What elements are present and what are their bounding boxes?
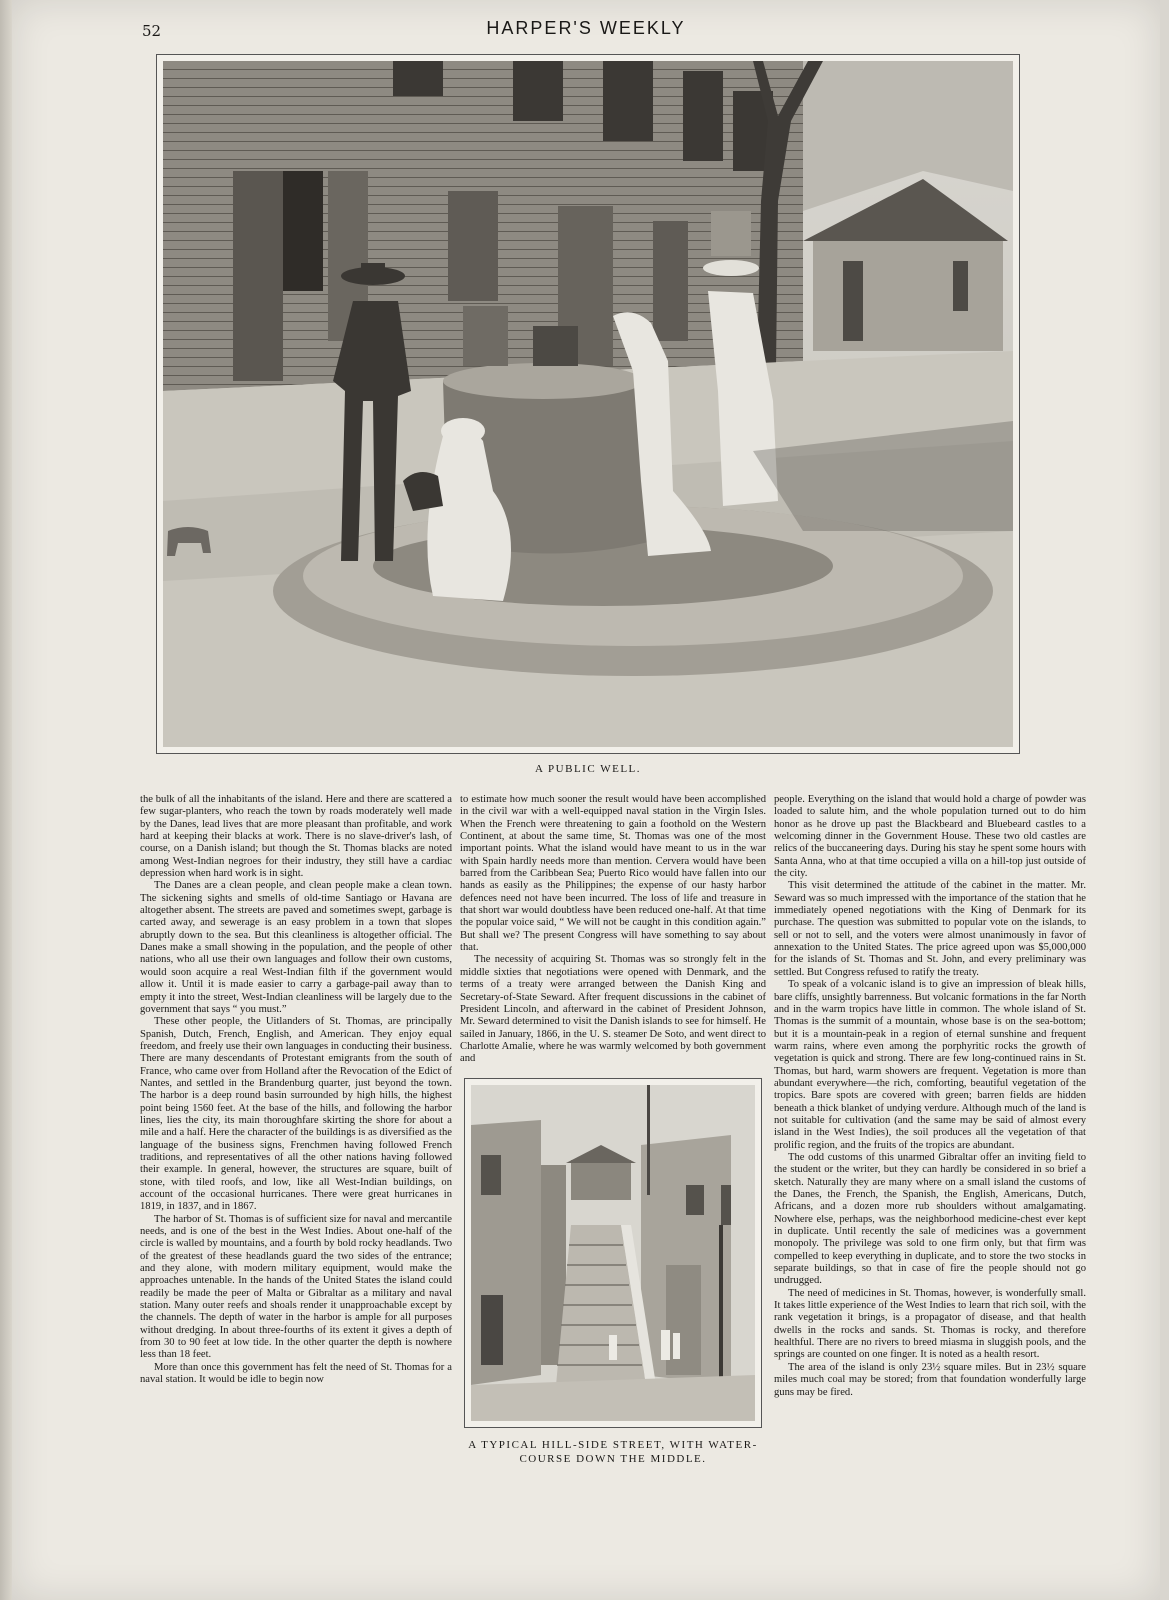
col1-paragraph-3: These other people, the Uitlanders of St. Thomas, are principally Spanish, Dutch, French, English, and American. They enjoy equal freedom, and freely use their own languages in conducting their business. There are many descendants of Protestant emigrants from the south of France, who came over from Holland after the Revocation of the Edict of Nantes, and settled in the Brandenburg quarter, just beyond the town. The harbor is a deep round basin surrounded by high hills, the highest point being 1560 feet. At the base of the hills, and following the harbor lines, lies the city, its main thoroughfare skirting the shore for about a mile and a half. Here the character of the buildings is as diversified as the language of the business signs, Frenchmen having followed French traditions, and representatives of all the other nations having followed their example. In general, however, the structures are square, built of stone, with tiled roofs, and low, like all West-Indian buildings, on account of the occasional hurricanes. There were great hurricanes in 1819, in 1837, and in 1867. — [140, 1016, 452, 1213]
inset-photo-caption — [452, 1438, 774, 1466]
publication-title: HARPER'S WEEKLY — [486, 18, 686, 38]
col3-paragraph-6: The area of the island is only 23½ square miles. But in 23½ square miles much coal may be stored; from that foundation wonderfully large guns may be fired. — [774, 1361, 1086, 1398]
inset-photo-frame — [464, 1078, 762, 1428]
main-photo-caption: A PUBLIC WELL. — [534, 763, 642, 775]
col2-paragraph-1: to estimate how much sooner the result would have been accomplished in the civil war with a well-equipped naval station in the Virgin Isles. When the French were threatening to gain a foothold on the Western Continent, at about the same time, St. Thomas was one of the most important points. What the island would have meant to us in the war with Spain hardly needs more than mention. Cervera would have been barred from the Caribbean Sea; Puerto Rico would have fallen into our hands as easily as the Philippines; the expense of our hasty harbor defences need not have been incurred. The loss of life and treasure in that short war would doubtless have been reduced one-half. At that time the popular voice said, “ We will not be caught in this condition again.” But shall we? The present Congress will have something to say about that. — [460, 794, 766, 954]
col3-paragraph-5: The need of medicines in St. Thomas, however, is wonderfully small. It takes little experience of the West Indies to learn that rich soil, with the rank vegetation it brings, is a propagator of disease, and that health dwells in the rocks and sands. St. Thomas is rocky, and therefore healthful. There are no rivers to breed miasma in sluggish pools, and the springs are counted on one finger. It is noted as a health resort. — [774, 1287, 1086, 1361]
inset-caption-line-1: A TYPICAL HILL-SIDE STREET, WITH WATER- — [468, 1439, 758, 1451]
article-column-3 — [774, 794, 1086, 1474]
col3-paragraph-4: The odd customs of this unarmed Gibraltar offer an inviting field to the student or the writer, but they can hardly be considered in so brief a sketch. Naturally they are many where on a small island the customs of the Danes, the French, the Spanish, the English, Americans, Dutch, Africans, and a dozen more rub shoulders without amalgamating. Nowhere else, perhaps, was the neighborhood medicine-chest ever kept in duplicate. Until recently the sale of medicines was a government monopoly. The privilege was sold to one firm only, but that firm was compelled to keep everything in duplicate, and to store the two stocks in separate buildings, so that in case of fire the people should not go undrugged. — [774, 1151, 1086, 1287]
col1-paragraph-2: The Danes are a clean people, and clean people make a clean town. The sickening sights and smells of old-time Santiago or Havana are altogether absent. The streets are paved and sometimes swept, garbage is carted away, and sewerage is an easy problem in a town that slopes abruptly down to the sea. But this cleanliness is altogether official. The Danes make a small showing in the population, and the people of other nations, who all use their own languages and follow their own customs, would soon acquire a real West-Indian filth if the government would allow it. Until it is made easier to carry a garbage-pail away than to empty it into the street, West-Indian cleanliness will be largely due to the government that says “ you must.” — [140, 880, 452, 1015]
col2-paragraph-2: The necessity of acquiring St. Thomas was so strongly felt in the middle sixties that negotiations were opened with Denmark, and the terms of a treaty were arranged between the Danish King and Secretary-of-State Seward. After frequent discussions in the cabinet of President Lincoln, and afterward in the cabinet of President Johnson, Mr. Seward determined to visit the Danish islands to see for himself. He sailed in January, 1866, in the U. S. steamer De Soto, and went direct to Charlotte Amalie, where he was warmly welcomed by both government and — [460, 954, 766, 1065]
main-photo-frame — [156, 54, 1020, 754]
article-column-2 — [460, 794, 766, 1072]
col3-paragraph-3: To speak of a volcanic island is to give an impression of bleak hills, bare cliffs, unsightly barrenness. But volcanic formations in the far North and in the warm tropics have little in common. The whole island of St. Thomas is the summit of a mountain, whose base is on the sea-bottom; but it is a mountain-peak in a region of eternal sunshine and frequent warm rains, where even among the porphyritic rocks the growth of vegetation is quick and strong. There are few long-continued rains in St. Thomas, but hard, warm showers are frequent. Vegetation is more than abundant everywhere—the rich, comforting, beautiful vegetation of the tropics. Bare spots are covered with green; barren fields are hidden beneath a thick blanket of undying verdure. Although much of the land is not suitable for cultivation (and the same may be said of almost every island in the West Indies), the soil produces all the vegetation of that prolific region, and the fruits of the tropics are abundant. — [774, 979, 1086, 1151]
col3-paragraph-2: This visit determined the attitude of the cabinet in the matter. Mr. Seward was so much impressed with the importance of the station that he immediately opened negotiations with the King of Denmark for its purchase. The question was submitted to popular vote on the islands, to sell or not to sell, and the voters were almost unanimously in favor of annexation to the United States. The price agreed upon was $5,000,000 for the islands of St. Thomas and St. John, and every preliminary was settled. But Congress refused to ratify the treaty. — [774, 880, 1086, 978]
col3-paragraph-1: people. Everything on the island that would hold a charge of powder was loaded to salute him, and the whole population turned out to do him honor as he drove up past the Blackbeard and Bluebeard castles to a welcoming dinner in the Government House. These two old castles are relics of the buccaneering days. During his stay he spent some hours with Santa Anna, who at that time occupied a villa on a hill-top just outside of the city. — [774, 794, 1086, 880]
col1-paragraph-1: the bulk of all the inhabitants of the island. Here and there are scattered a few sugar-planters, who reach the town by roads moderately well made by the Danes, lead lives that are more pleasant than profitable, and work hard at keeping their blacks at work. There is no slave-driver's lash, of course, on a Danish island; but though the St. Thomas blacks are noted among West-Indian negroes for their industry, they still have a cardiac depression when hard work is in sight. — [140, 794, 452, 880]
page-number: 52 — [142, 22, 162, 40]
public-well-illustration — [163, 61, 1013, 747]
public-well-photo — [163, 61, 1013, 747]
col1-paragraph-4: The harbor of St. Thomas is of sufficient size for naval and mercantile needs, and is one of the best in the West Indies. About one-half of the circle is walled by mountains, and a fourth by bold rocky headlands. Two of the greatest of these headlands guard the two sides of the entrance; and they alone, with modern military equipment, would make the approaches untenable. In the hands of the United States the island could readily be made the peer of Malta or Gibraltar as a military and naval station. Many outer reefs and shoals render it unapproachable except by the channels. The depth of water in the harbor is ample for all purposes without dredging. In about three-fourths of its extent it gives a depth of from 30 to 90 feet at low tide. In the other quarter the depth is nowhere less than 18 feet. — [140, 1213, 452, 1361]
article-column-1 — [140, 794, 452, 1494]
hillside-street-illustration — [471, 1085, 755, 1421]
col1-paragraph-5: More than once this government has felt the need of St. Thomas for a naval station. It would be idle to begin now — [140, 1361, 452, 1386]
hillside-street-photo — [471, 1085, 755, 1421]
newspaper-page — [12, 0, 1160, 1600]
inset-caption-line-2: COURSE DOWN THE MIDDLE. — [519, 1453, 707, 1465]
